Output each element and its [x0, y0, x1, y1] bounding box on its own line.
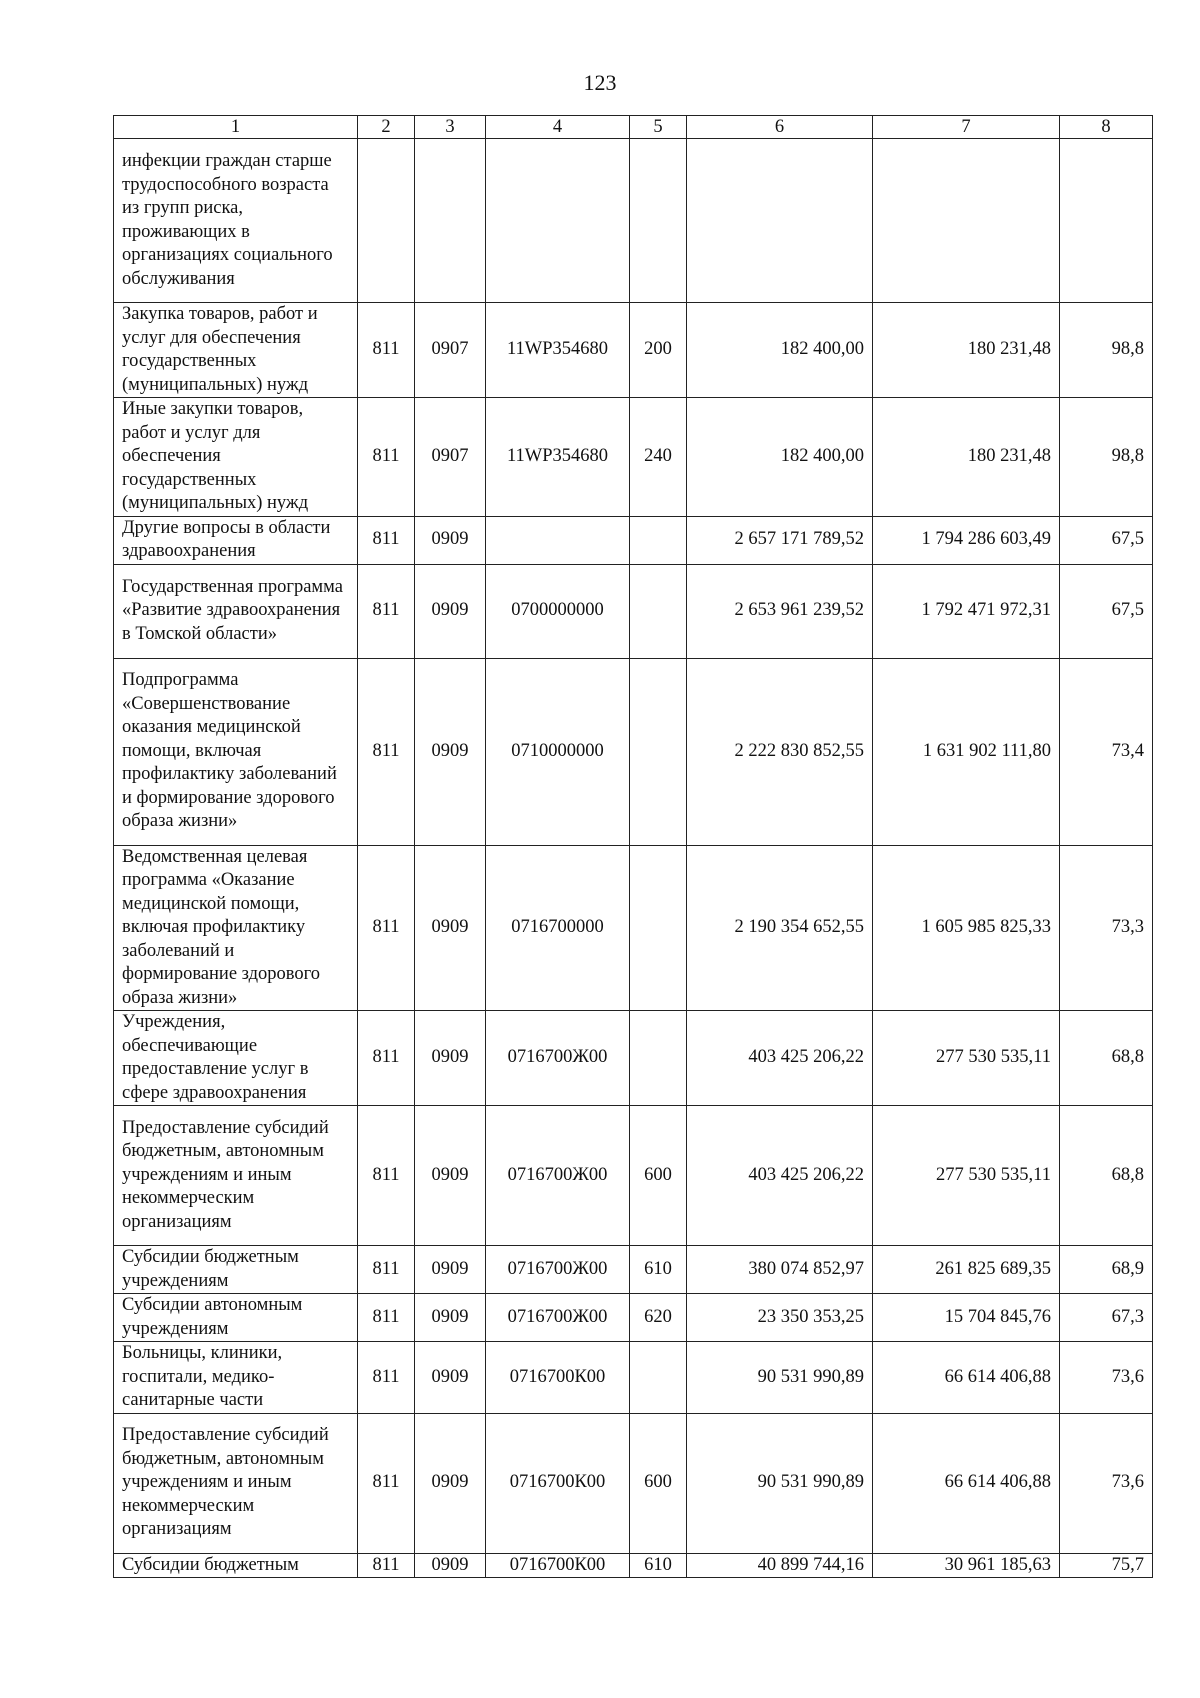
expense-type	[630, 139, 687, 303]
target-article: 0716700К00	[486, 1342, 630, 1414]
expense-type	[630, 564, 687, 658]
section-code: 0907	[415, 398, 486, 517]
section-code: 0909	[415, 845, 486, 1011]
column-header: 3	[415, 116, 486, 139]
expense-type: 600	[630, 1106, 687, 1246]
table-row	[114, 1553, 1153, 1578]
row-name: Иные закупки товаров, работ и услуг для обеспечения государственных (муниципальных) нужд	[114, 398, 358, 517]
execution-percent: 73,3	[1060, 845, 1153, 1011]
target-article: 0716700Ж00	[486, 1106, 630, 1246]
expense-type	[630, 845, 687, 1011]
row-name: Подпрограмма «Совершенствование оказания медицинской помощи, включая профилактику заболеваний и формирование здорового образа жизни»	[114, 658, 358, 845]
column-header: 1	[114, 116, 358, 139]
section-code: 0909	[415, 1413, 486, 1553]
column-header: 6	[687, 116, 873, 139]
plan-amount: 90 531 990,89	[687, 1413, 873, 1553]
row-name: Ведомственная целевая программа «Оказание медицинской помощи, включая профилактику заболеваний и формирование здорового образа жизни»	[114, 845, 358, 1011]
plan-amount: 403 425 206,22	[687, 1106, 873, 1246]
admin-code: 811	[358, 516, 415, 564]
admin-code: 811	[358, 1246, 415, 1294]
row-name: Предоставление субсидий бюджетным, автономным учреждениям и иным некоммерческим организациям	[114, 1106, 358, 1246]
admin-code: 811	[358, 1294, 415, 1342]
expense-type: 200	[630, 303, 687, 398]
section-code	[415, 139, 486, 303]
row-name: Другие вопросы в области здравоохранения	[114, 516, 358, 564]
execution-percent: 68,8	[1060, 1106, 1153, 1246]
actual-amount: 277 530 535,11	[873, 1011, 1060, 1106]
section-code: 0909	[415, 1246, 486, 1294]
target-article	[486, 516, 630, 564]
target-article: 11WP354680	[486, 398, 630, 517]
section-code: 0909	[415, 1011, 486, 1106]
table-row	[114, 845, 1153, 1011]
expense-type: 610	[630, 1246, 687, 1294]
admin-code: 811	[358, 658, 415, 845]
table-row	[114, 398, 1153, 517]
target-article: 11WP354680	[486, 303, 630, 398]
row-name: Субсидии бюджетным учреждениям	[114, 1246, 358, 1294]
row-name: Закупка товаров, работ и услуг для обеспечения государственных (муниципальных) нужд	[114, 303, 358, 398]
execution-percent: 73,4	[1060, 658, 1153, 845]
plan-amount: 23 350 353,25	[687, 1294, 873, 1342]
execution-percent: 98,8	[1060, 303, 1153, 398]
expense-type	[630, 658, 687, 845]
column-header: 5	[630, 116, 687, 139]
admin-code: 811	[358, 1413, 415, 1553]
section-code: 0909	[415, 658, 486, 845]
budget-table	[113, 115, 1153, 1578]
actual-amount: 180 231,48	[873, 303, 1060, 398]
row-name: Субсидии автономным учреждениям	[114, 1294, 358, 1342]
column-header: 4	[486, 116, 630, 139]
table-body	[114, 139, 1153, 1578]
target-article: 0716700Ж00	[486, 1011, 630, 1106]
admin-code: 811	[358, 1011, 415, 1106]
actual-amount: 180 231,48	[873, 398, 1060, 517]
plan-amount: 2 657 171 789,52	[687, 516, 873, 564]
page-number: 123	[583, 70, 617, 95]
execution-percent: 67,3	[1060, 1294, 1153, 1342]
row-name: Государственная программа «Развитие здравоохранения в Томской области»	[114, 564, 358, 658]
target-article: 0710000000	[486, 658, 630, 845]
actual-amount: 1 605 985 825,33	[873, 845, 1060, 1011]
plan-amount	[687, 139, 873, 303]
plan-amount: 182 400,00	[687, 398, 873, 517]
section-code: 0909	[415, 1342, 486, 1414]
actual-amount: 261 825 689,35	[873, 1246, 1060, 1294]
expense-type	[630, 516, 687, 564]
execution-percent: 75,7	[1060, 1553, 1153, 1578]
actual-amount: 1 794 286 603,49	[873, 516, 1060, 564]
table-row	[114, 1106, 1153, 1246]
target-article: 0700000000	[486, 564, 630, 658]
row-name: Учреждения, обеспечивающие предоставление услуг в сфере здравоохранения	[114, 1011, 358, 1106]
admin-code	[358, 139, 415, 303]
actual-amount: 66 614 406,88	[873, 1342, 1060, 1414]
actual-amount: 277 530 535,11	[873, 1106, 1060, 1246]
target-article: 0716700Ж00	[486, 1246, 630, 1294]
execution-percent: 73,6	[1060, 1413, 1153, 1553]
execution-percent: 68,9	[1060, 1246, 1153, 1294]
table-row	[114, 658, 1153, 845]
plan-amount: 40 899 744,16	[687, 1553, 873, 1578]
target-article	[486, 139, 630, 303]
admin-code: 811	[358, 1342, 415, 1414]
admin-code: 811	[358, 1553, 415, 1578]
execution-percent: 68,8	[1060, 1011, 1153, 1106]
plan-amount: 380 074 852,97	[687, 1246, 873, 1294]
table-row	[114, 1413, 1153, 1553]
actual-amount: 30 961 185,63	[873, 1553, 1060, 1578]
target-article: 0716700Ж00	[486, 1294, 630, 1342]
expense-type: 240	[630, 398, 687, 517]
column-header: 2	[358, 116, 415, 139]
execution-percent: 67,5	[1060, 564, 1153, 658]
execution-percent: 67,5	[1060, 516, 1153, 564]
target-article: 0716700000	[486, 845, 630, 1011]
table-row	[114, 139, 1153, 303]
admin-code: 811	[358, 1106, 415, 1246]
expense-type: 620	[630, 1294, 687, 1342]
table-row	[114, 303, 1153, 398]
table-row	[114, 1011, 1153, 1106]
header-row	[114, 116, 1153, 139]
plan-amount: 182 400,00	[687, 303, 873, 398]
expense-type	[630, 1342, 687, 1414]
target-article: 0716700К00	[486, 1413, 630, 1553]
section-code: 0909	[415, 516, 486, 564]
admin-code: 811	[358, 845, 415, 1011]
column-header: 8	[1060, 116, 1153, 139]
actual-amount: 66 614 406,88	[873, 1413, 1060, 1553]
plan-amount: 2 190 354 652,55	[687, 845, 873, 1011]
execution-percent: 73,6	[1060, 1342, 1153, 1414]
actual-amount	[873, 139, 1060, 303]
section-code: 0907	[415, 303, 486, 398]
plan-amount: 403 425 206,22	[687, 1011, 873, 1106]
execution-percent: 98,8	[1060, 398, 1153, 517]
table-row	[114, 564, 1153, 658]
expense-type	[630, 1011, 687, 1106]
actual-amount: 1 631 902 111,80	[873, 658, 1060, 845]
table-row	[114, 1294, 1153, 1342]
row-name: инфекции граждан старше трудоспособного возраста из групп риска, проживающих в организациях социального обслуживания	[114, 139, 358, 303]
plan-amount: 90 531 990,89	[687, 1342, 873, 1414]
expense-type: 610	[630, 1553, 687, 1578]
section-code: 0909	[415, 1294, 486, 1342]
admin-code: 811	[358, 564, 415, 658]
row-name: Субсидии бюджетным	[114, 1553, 358, 1578]
row-name: Больницы, клиники, госпитали, медико-санитарные части	[114, 1342, 358, 1414]
row-name: Предоставление субсидий бюджетным, автономным учреждениям и иным некоммерческим организациям	[114, 1413, 358, 1553]
actual-amount: 15 704 845,76	[873, 1294, 1060, 1342]
section-code: 0909	[415, 1553, 486, 1578]
plan-amount: 2 222 830 852,55	[687, 658, 873, 845]
admin-code: 811	[358, 398, 415, 517]
plan-amount: 2 653 961 239,52	[687, 564, 873, 658]
expense-type: 600	[630, 1413, 687, 1553]
section-code: 0909	[415, 564, 486, 658]
table-row	[114, 516, 1153, 564]
target-article: 0716700К00	[486, 1553, 630, 1578]
table-row	[114, 1246, 1153, 1294]
table-row	[114, 1342, 1153, 1414]
admin-code: 811	[358, 303, 415, 398]
section-code: 0909	[415, 1106, 486, 1246]
column-header: 7	[873, 116, 1060, 139]
actual-amount: 1 792 471 972,31	[873, 564, 1060, 658]
execution-percent	[1060, 139, 1153, 303]
